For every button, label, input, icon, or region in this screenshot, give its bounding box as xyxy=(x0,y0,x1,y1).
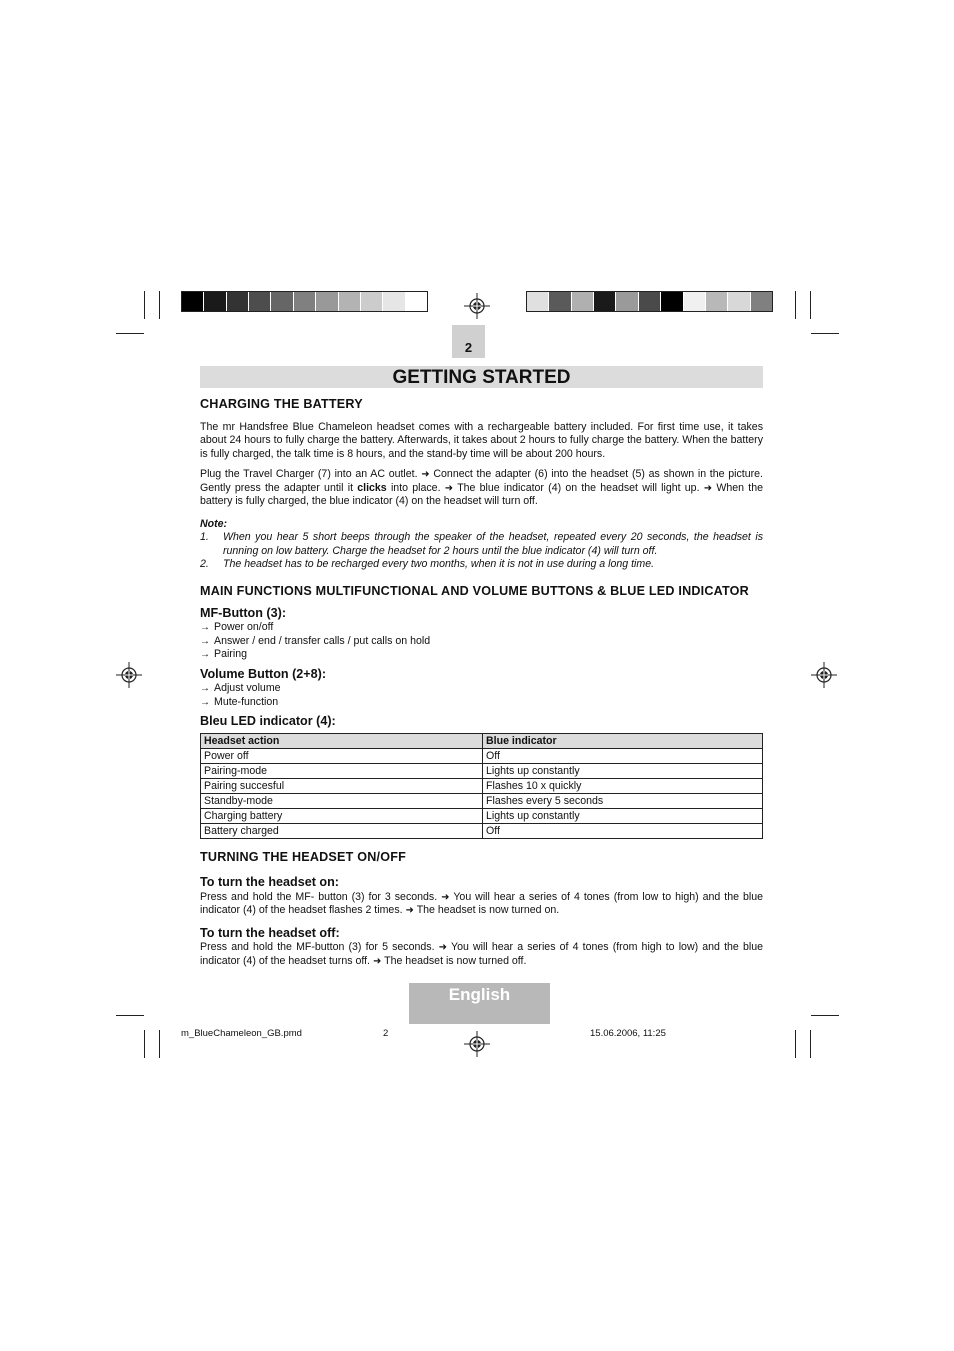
color-swatch xyxy=(728,292,750,311)
table-row xyxy=(201,748,763,763)
list-item: → Adjust volume xyxy=(200,682,763,696)
color-swatch xyxy=(294,292,316,311)
list-item xyxy=(200,531,763,558)
crop-mark xyxy=(811,1015,839,1016)
section-heading-onoff: TURNING THE HEADSET ON/OFF xyxy=(200,849,406,864)
arrow-right-icon: ➜ xyxy=(421,469,430,480)
table-cell: Battery charged xyxy=(201,823,483,838)
color-swatch xyxy=(271,292,293,311)
arrow-right-icon: ➜ xyxy=(438,942,448,953)
section-heading-functions: MAIN FUNCTIONS MULTIFUNCTIONAL AND VOLUME BUTTONS & BLUE LED INDICATOR xyxy=(200,583,749,598)
color-bar-right xyxy=(526,291,773,312)
table-cell: Power off xyxy=(201,748,483,763)
table-row xyxy=(201,823,763,838)
subheading-off: To turn the headset off: xyxy=(200,925,340,940)
color-swatch xyxy=(249,292,271,311)
paragraph xyxy=(200,468,763,509)
table-cell: Pairing-mode xyxy=(201,763,483,778)
table-cell: Charging battery xyxy=(201,808,483,823)
crop-mark xyxy=(795,291,796,319)
table-cell: Standby-mode xyxy=(201,793,483,808)
table-cell: Off xyxy=(483,748,763,763)
table-header-row xyxy=(201,733,763,748)
text-bold: clicks xyxy=(357,481,387,494)
subheading-mf: MF-Button (3): xyxy=(200,605,287,620)
table-row xyxy=(201,793,763,808)
table-cell: Pairing succesful xyxy=(201,778,483,793)
paragraph: The mr Handsfree Blue Chameleon headset comes with a rechargeable battery included. For first time use, it takes about 24 hours to fully charge the battery. Afterwards, it takes about 2 hours to fully charge the battery. When the battery is fully charged, the talk time is 8 hours, and the stand-by time will be about 200 hours. xyxy=(200,420,763,460)
language-tab: English xyxy=(409,983,550,1024)
color-swatch xyxy=(227,292,249,311)
subheading-volume: Volume Button (2+8): xyxy=(200,666,327,681)
list-number: 2. xyxy=(200,558,209,570)
text: Press and hold the MF-button (3) for 5 seconds. xyxy=(200,941,435,953)
color-swatch xyxy=(406,292,427,311)
arrow-right-icon: ➜ xyxy=(444,482,454,494)
text: The headset is now turned on. xyxy=(416,904,560,916)
table-cell: Flashes 10 x quickly xyxy=(483,778,763,793)
color-swatch xyxy=(684,292,706,311)
arrow-right-icon: ➜ xyxy=(441,891,450,903)
registration-mark-icon xyxy=(116,662,142,688)
main-content xyxy=(200,398,763,975)
table-header: Headset action xyxy=(201,733,483,748)
crop-mark xyxy=(795,1030,796,1058)
crop-mark xyxy=(116,1015,144,1016)
registration-mark-icon xyxy=(464,1031,490,1057)
crop-mark xyxy=(144,1030,145,1058)
section-heading-charging: CHARGING THE BATTERY xyxy=(200,397,363,411)
text: The blue indicator (4) on the headset will light up. xyxy=(457,481,700,494)
color-swatch xyxy=(751,292,772,311)
list-number: 1. xyxy=(200,531,209,543)
arrow-right-icon: ➜ xyxy=(372,955,382,967)
crop-mark xyxy=(811,333,839,334)
color-swatch xyxy=(316,292,338,311)
mf-list xyxy=(200,621,763,662)
arrow-right-icon: ➜ xyxy=(703,482,713,494)
registration-mark-icon xyxy=(811,662,837,688)
footer-date: 15.06.2006, 11:25 xyxy=(590,1028,666,1039)
crop-mark xyxy=(144,291,145,319)
color-swatch xyxy=(339,292,361,311)
color-swatch xyxy=(706,292,728,311)
color-swatch xyxy=(661,292,683,311)
paragraph xyxy=(200,891,763,918)
text: Press and hold the MF- button (3) for 3 seconds. xyxy=(200,890,438,903)
text: You will hear a series of 4 tones (from high to low) and the blue indicator (4) of the headset turns off. xyxy=(200,941,763,967)
table-cell: Lights up constantly xyxy=(483,808,763,823)
list-item: → Mute-function xyxy=(200,696,763,710)
text: You will hear a series of 4 tones (from low to high) and the blue indicator (4) of the headset flashes 2 times. xyxy=(200,890,763,916)
color-swatch xyxy=(361,292,383,311)
text: Connect the adapter (6) into the headset (5) as shown in the picture. Gently press the adapter until it xyxy=(200,468,763,494)
page-number: 2 xyxy=(452,325,485,358)
registration-mark-icon xyxy=(464,293,490,319)
note-title: Note: xyxy=(200,517,228,530)
list-text: When you hear 5 short beeps through the speaker of the headset, repeated every 20 seconds, the headset is running on low battery. Charge the headset for 2 hours until the blue indicator (4) will turn off. xyxy=(223,531,763,557)
table-row xyxy=(201,808,763,823)
list-item: → Pairing xyxy=(200,648,763,662)
color-swatch xyxy=(182,292,204,311)
color-swatch xyxy=(639,292,661,311)
list-item: → Power on/off xyxy=(200,621,763,635)
led-table xyxy=(200,733,763,839)
list-item xyxy=(200,558,763,572)
subheading-led: Bleu LED indicator (4): xyxy=(200,714,336,728)
crop-mark xyxy=(159,291,160,319)
crop-mark xyxy=(810,1030,811,1058)
crop-mark xyxy=(159,1030,160,1058)
footer-filename: m_BlueChameleon_GB.pmd xyxy=(181,1028,302,1039)
table-cell: Off xyxy=(483,823,763,838)
paragraph xyxy=(200,941,763,968)
page-title: GETTING STARTED xyxy=(200,366,763,388)
color-swatch xyxy=(572,292,594,311)
list-item: → Answer / end / transfer calls / put calls on hold xyxy=(200,635,763,649)
text: When the battery is fully charged, the blue indicator (4) on the headset will turn off. xyxy=(200,481,764,507)
table-row xyxy=(201,763,763,778)
list-text: The headset has to be recharged every two months, when it is not in use during a long time. xyxy=(223,558,655,570)
color-swatch xyxy=(204,292,226,311)
table-row xyxy=(201,778,763,793)
color-swatch xyxy=(549,292,571,311)
notes-list xyxy=(200,531,763,572)
color-swatch xyxy=(616,292,638,311)
table-header: Blue indicator xyxy=(483,733,763,748)
subheading-on: To turn the headset on: xyxy=(200,875,339,889)
text: Plug the Travel Charger (7) into an AC outlet. xyxy=(200,468,418,480)
text: into place. xyxy=(390,481,441,494)
color-swatch xyxy=(383,292,405,311)
arrow-right-icon: ➜ xyxy=(405,905,414,916)
footer-page: 2 xyxy=(383,1028,389,1039)
table-cell: Flashes every 5 seconds xyxy=(483,793,763,808)
color-swatch xyxy=(527,292,549,311)
text: The headset is now turned off. xyxy=(384,954,527,967)
crop-mark xyxy=(116,333,144,334)
crop-mark xyxy=(810,291,811,319)
color-bar-left xyxy=(181,291,428,312)
table-cell: Lights up constantly xyxy=(483,763,763,778)
color-swatch xyxy=(594,292,616,311)
volume-list xyxy=(200,682,763,709)
